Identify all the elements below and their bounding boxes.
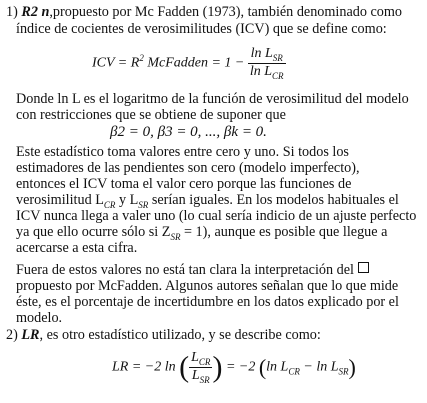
eq3-den-sub: SR xyxy=(199,374,210,385)
missing-glyph-box-icon xyxy=(358,262,369,273)
eq3-num-sub: CR xyxy=(198,356,211,367)
eq1-num-sub: SR xyxy=(272,52,283,63)
item-2-title: LR xyxy=(21,327,40,343)
para-3-line1-text: Fuera de estos valores no está tan clara la interpretación del xyxy=(16,262,354,278)
eq3-rhs2: ln L xyxy=(266,359,289,375)
para-2-line4-b: y L xyxy=(115,192,139,208)
item-1-heading xyxy=(6,4,402,20)
eq1-num: ln L xyxy=(250,46,273,61)
item-2-rest: , es otro estadístico utilizado, y se describe como: xyxy=(39,327,321,343)
para-2-line7: acercarse a esta cifra. xyxy=(16,240,138,256)
para-2-line4-a: verosimilitud L xyxy=(16,192,104,208)
para-2-line5: ICV nunca llega a valer uno (lo cual sería indicio de un ajuste perfecto xyxy=(16,208,417,224)
eq1-lhs: ICV = R xyxy=(92,55,140,71)
para-1-line2: con restricciones que se obtiene de suponer que xyxy=(16,107,286,123)
item-2-number: 2) xyxy=(6,327,18,343)
item-1-title: R2 n xyxy=(21,4,50,20)
eq3-rhs3: − ln L xyxy=(299,359,339,375)
sub-z-sr: SR xyxy=(170,231,181,242)
para-3-line3: éste, es el porcentaje de incertidumbre en los datos explicado por el xyxy=(16,294,399,310)
eq1-fraction xyxy=(248,46,286,81)
eq3-right-paren2: ) xyxy=(348,354,356,380)
sub-cr: CR xyxy=(103,199,116,210)
para-2-line4-c: serían iguales. En los modelos habituales el xyxy=(148,192,399,208)
eq1-mid: McFadden = 1 − xyxy=(147,55,245,71)
sub-sr: SR xyxy=(138,199,149,210)
eq1-sup: 2 xyxy=(139,52,144,63)
item-1-number: 1) xyxy=(6,4,18,20)
para-2-line3: entonces el ICV toma el valor cero porque las funciones de xyxy=(16,176,352,192)
eq1-den: ln L xyxy=(249,63,273,79)
eq3-lhs: LR = −2 ln xyxy=(112,359,176,375)
para-2-line6-a: ya que ello ocurre sólo si Z xyxy=(16,224,171,240)
item-1-line2: índice de cocientes de verosimilitudes (ICV) que se define como: xyxy=(16,21,387,37)
equation-lr xyxy=(112,350,356,385)
para-2-line2: estimadores de las pendientes son cero (modelo imperfecto), xyxy=(16,160,360,176)
eq3-fraction xyxy=(189,350,212,385)
para-3-line2: propuesto por McFadden. Algunos autores señalan que lo que mide xyxy=(16,278,399,294)
eq3-rhs1: = −2 xyxy=(225,359,256,375)
eq3-rhs3-sub: SR xyxy=(338,366,349,377)
eq3-rhs2-sub: CR xyxy=(288,366,300,377)
para-2-line6-b: = 1), aunque es posible que llegue a xyxy=(180,224,388,240)
equation-icv xyxy=(92,46,286,81)
eq3-right-paren: ) xyxy=(212,350,223,384)
equation-betas: β2 = 0, β3 = 0, ..., βk = 0. xyxy=(110,124,267,140)
item-1-line1: ,propuesto por Mc Fadden (1973), también denominado como xyxy=(49,4,403,20)
para-2-line1: Este estadístico toma valores entre cero y uno. Si todos los xyxy=(16,144,349,160)
eq3-left-paren2: ( xyxy=(258,354,267,380)
eq3-num: L xyxy=(191,350,199,365)
eq1-den-sub: CR xyxy=(272,70,284,81)
eq3-den: L xyxy=(191,367,200,383)
eq3-left-paren: ( xyxy=(179,350,190,384)
para-3-line1 xyxy=(16,262,369,278)
para-3-line4: modelo. xyxy=(16,310,63,326)
item-2-heading xyxy=(6,327,321,343)
para-1-line1: Donde ln L es el logaritmo de la función de verosimilitud del modelo xyxy=(16,91,409,107)
